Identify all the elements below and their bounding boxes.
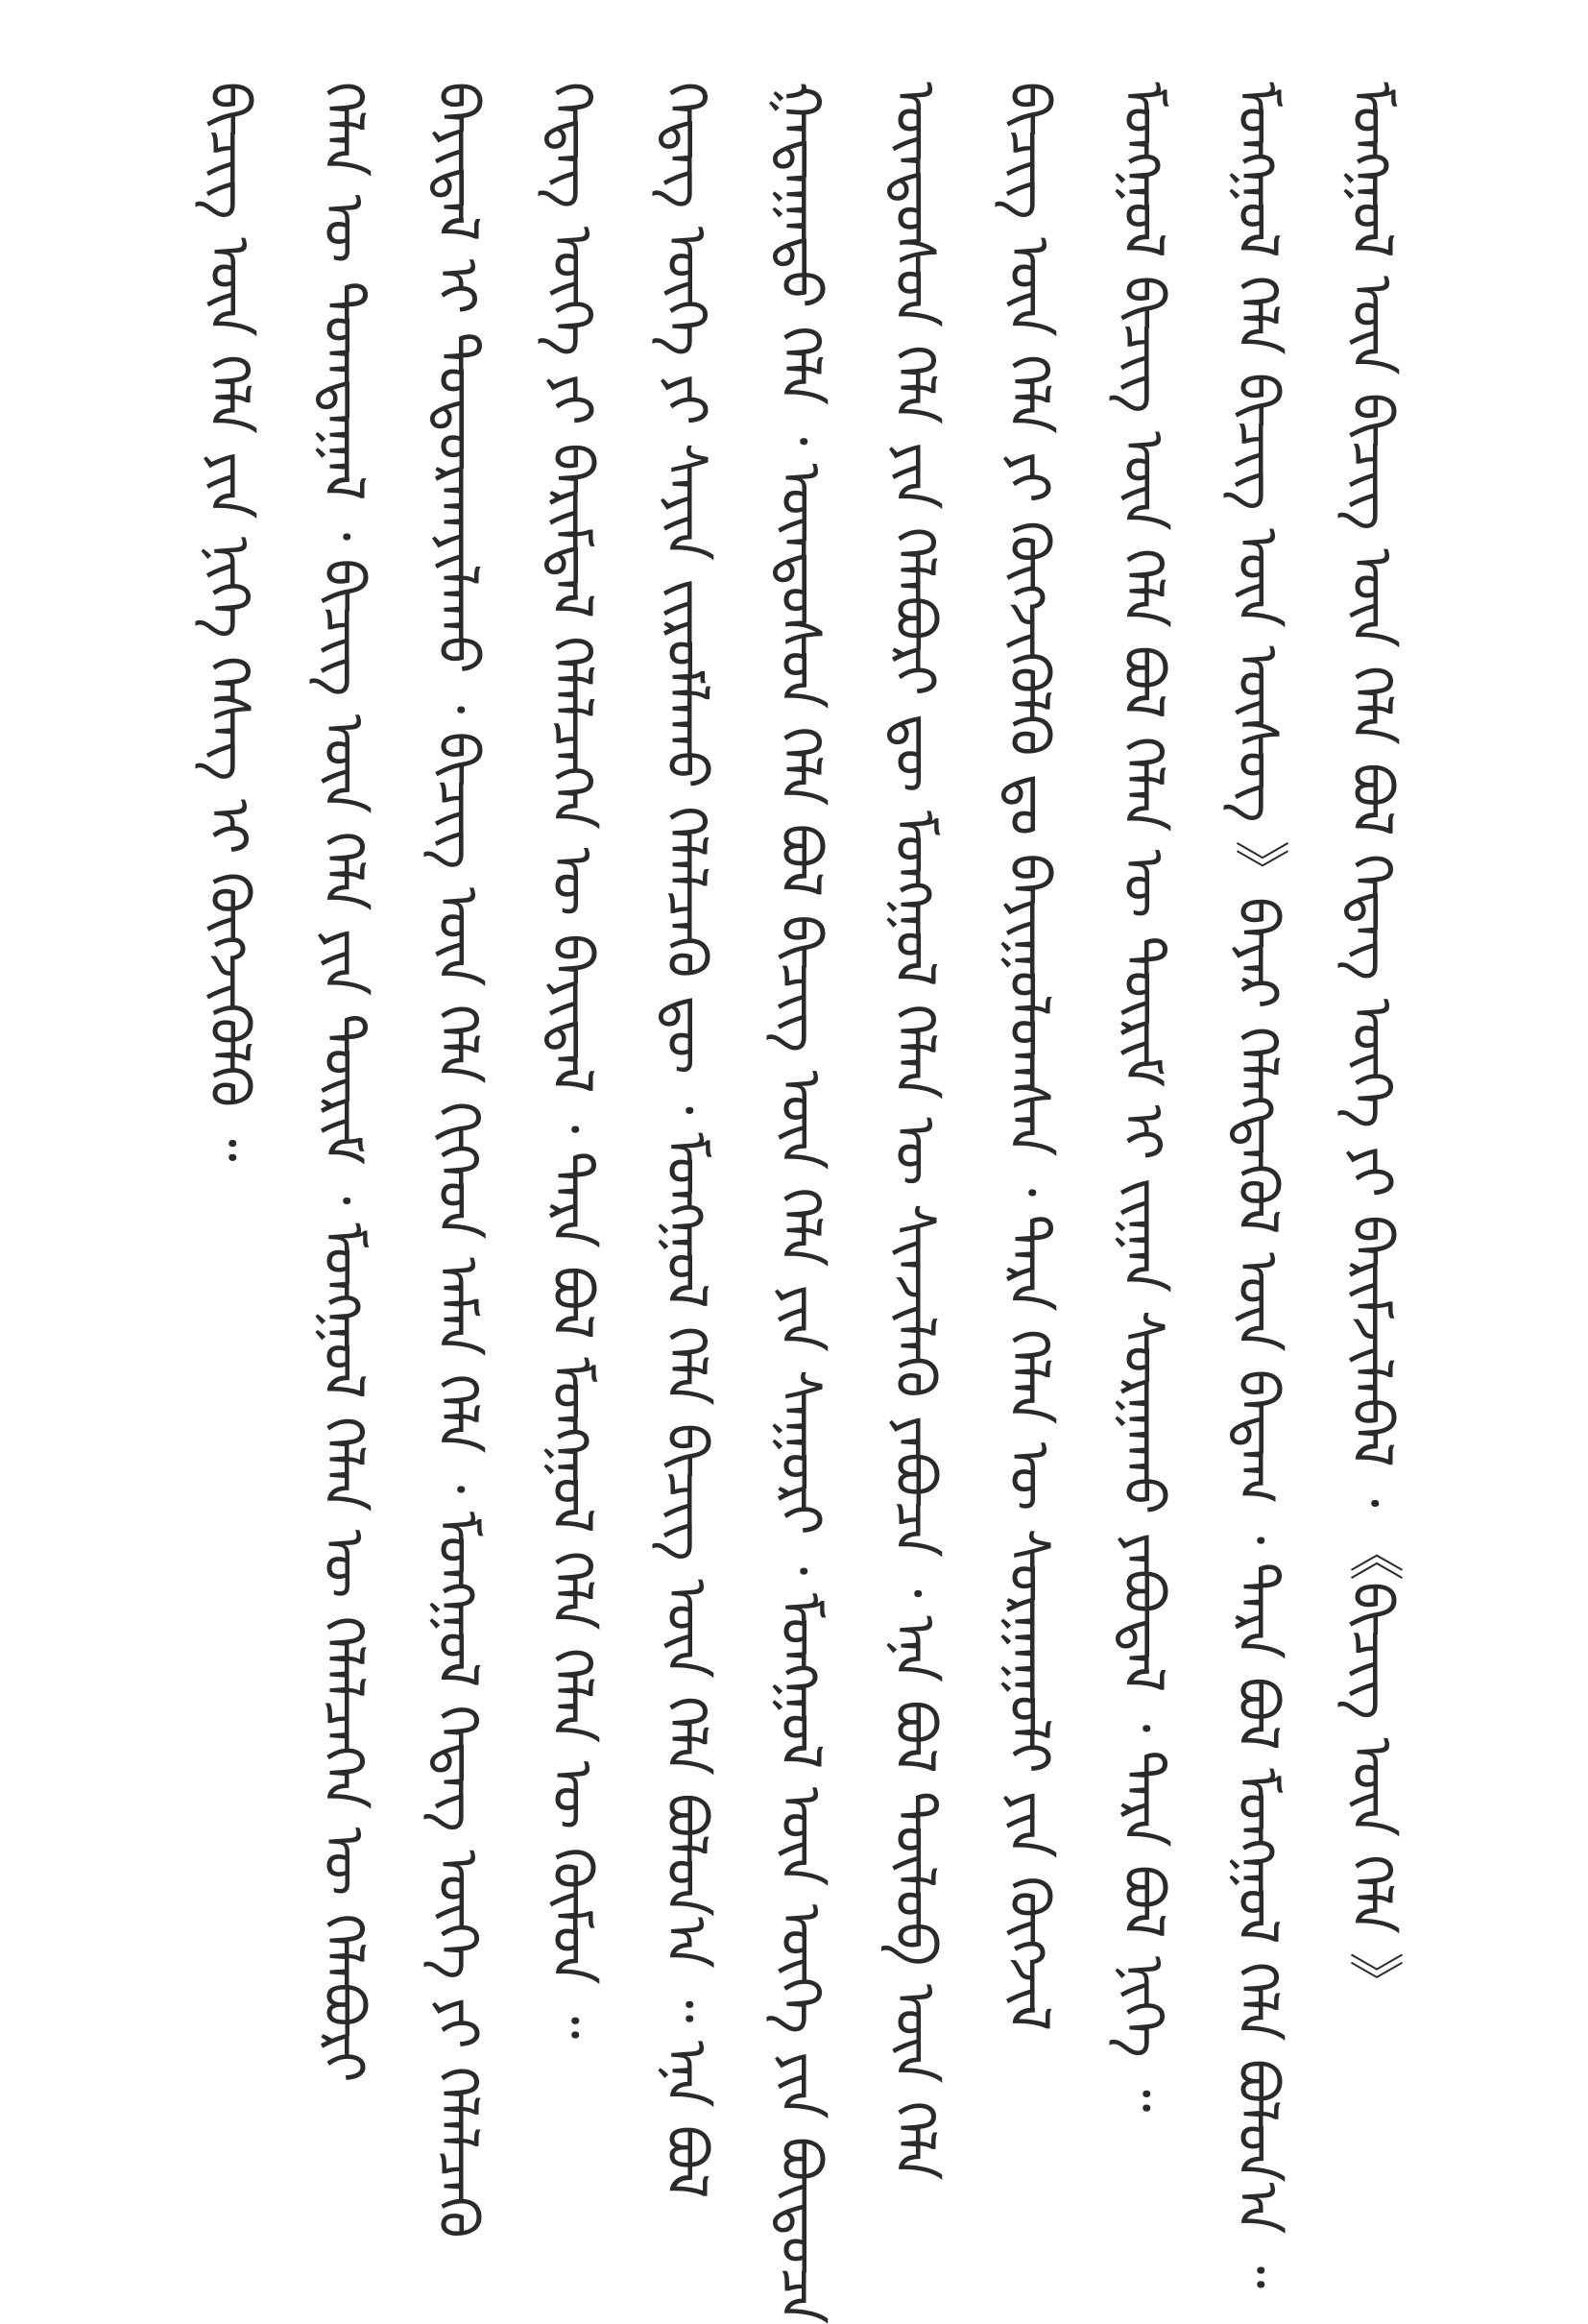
text-line: ᠮᠣᠩᠭᠣᠯ ᠬᠡᠯᠡ ᠪᠢᠴᠢᠭ ᠦᠨ ᠦᠰᠦᠭ 》ᠪᠠᠶᠠᠷ ᠬᠡᠯᠡᠭᠳᠡᠭᠦᠯ ᠦᠨ ᠪᠠᠳᠠᠭ ᠂ ᠲᠡᠷᠡ ᠪᠣᠯ ᠮᠣᠩᠭᠣᠯ ᠬᠡᠯᠡ ᠪᠣᠯᠤᠨ᠎ᠠ ᠃ xyxy=(1225,82,1290,2289)
text-column xyxy=(753,82,849,2324)
text-line: ᠬᠡᠯᠡᠨ ᠦ ᠲᠣᠭᠲᠠᠭᠠᠯ ᠂ ᠪᠢᠴᠢᠭ ᠦᠨ ᠬᠡᠯᠡ ᠶᠢᠨ ᠳᠦᠷᠢᠮ ᠂ ᠮᠣᠩᠭᠣᠯ ᠬᠡᠯᠡᠨ ᠦ ᠬᠡᠯᠡᠯᠴᠡᠭᠡᠨ ᠦ ᠬᠡᠯᠡᠪᠦᠷᠢ xyxy=(311,82,376,2083)
text-column xyxy=(296,82,392,2083)
text-column xyxy=(524,82,620,2040)
text-line: ᠪᠢᠴᠢᠭ ᠦᠨ ᠬᠡᠯᠡ ᠶᠢᠨ ᠨᠢᠭᠡ ᠬᠡᠰᠡᠭ ᠢ ᠬᠥᠭᠵᠢᠭᠦᠯᠬᠦ ᠃ xyxy=(197,82,262,1162)
text-column xyxy=(410,82,506,2239)
text-column xyxy=(1324,82,1420,2012)
text-line: ᠭᠡᠳᠡᠭ ᠦᠭᠡ ᠶᠢ ᠰᠠᠶᠢᠨ ᠵᠢᠷᠤᠮᠯᠠᠬᠤ ᠬᠡᠯᠡᠯᠴᠡᠬᠦ ᠳᠦ ᠂ ᠮᠣᠩᠭᠣᠯ ᠬᠡᠯᠡ ᠪᠢᠴᠢᠭ ᠦᠨ ᠬᠡᠯᠡ ᠪᠣᠯᠤᠨ᠎ᠠ ᠃ ᠡᠨᠡ ᠪᠣᠯ xyxy=(654,82,719,2199)
text-column xyxy=(1210,82,1306,2289)
text-line: ᠦᠨᠳᠦᠰᠦᠨ ᠬᠡᠯᠡ ᠶᠢᠨ ᠬᠡᠯᠡᠪᠦᠷᠢ ᠳᠦ ᠮᠣᠩᠭᠣᠯ ᠬᠡᠯᠡᠨ ᠦ ᠰᠢᠨᠵᠢᠯᠡᠬᠦ ᠶᠠᠪᠤᠴᠠ ᠂ ᠡᠨᠡ ᠪᠣᠯ ᠲᠥᠯᠥᠪ ᠦᠨ ᠬᠡᠯᠡ xyxy=(882,82,948,2181)
text-column xyxy=(981,82,1077,2031)
text-line: ᠭᠡᠳᠡᠭ ᠦᠭᠡ ᠶᠢ ᠪᠠᠷᠢᠮᠳᠠᠯ ᠬᠡᠯᠡᠯᠴᠡᠭᠡᠨ ᠦ ᠪᠠᠶᠢᠳᠠᠯ ᠂ ᠲᠡᠷᠡ ᠪᠣᠯ ᠮᠣᠩᠭᠣᠯ ᠬᠡᠯᠡ ᠬᠡᠯᠡᠨ ᠦ ᠬᠦᠮᠦᠨ ᠃ xyxy=(540,82,605,2040)
text-column xyxy=(181,82,277,2012)
text-line: ᠭᠠᠳᠠᠭᠠᠳᠤ ᠬᠡᠯᠡ ᠂ ᠦᠨᠳᠦᠰᠦᠨ ᠬᠡᠯᠡ ᠪᠣᠯ ᠪᠢᠴᠢᠭ ᠦᠨ ᠬᠡᠯᠡ ᠶᠢᠨ ᠰᠠᠭᠤᠷᠢ ᠂ ᠮᠣᠩᠭᠣᠯ ᠦᠨ ᠦᠭᠡ ᠶᠢᠨ ᠪᠦᠲᠦᠴᠡ xyxy=(768,82,833,2324)
text-column xyxy=(638,82,734,2199)
vertical-text-block xyxy=(181,82,1420,2324)
text-column xyxy=(867,82,963,2181)
text-line: ᠮᠣᠩᠭᠣᠯ ᠪᠢᠴᠢᠭ ᠦᠨ ᠬᠡᠯᠡ ᠪᠣᠯ ᠬᠡᠯᠡᠨ ᠦ ᠳᠦᠷᠢᠮ ᠢ ᠵᠢᠭᠠᠨ ᠰᠤᠷᠭᠠᠬᠤ ᠶᠠᠪᠤᠳᠠᠯ ᠂ ᠲᠡᠷᠡ ᠪᠣᠯ ᠨᠢᠭᠡ ᠃ xyxy=(1111,82,1176,2113)
text-column xyxy=(1095,82,1191,2113)
text-line: ᠪᠢᠴᠢᠭ ᠦᠨ ᠬᠡᠯᠡ ᠶᠢ ᠬᠥᠭᠵᠢᠭᠦᠯᠬᠦ ᠳᠤ ᠪᠠᠶᠢᠭᠤᠯᠤᠭᠰᠠᠨ ᠂ ᠲᠡᠷᠡ ᠬᠡᠯᠡᠨ ᠦ ᠰᠤᠷᠭᠠᠭᠤᠯᠢ ᠶᠢᠨ ᠬᠥᠭᠵᠢᠯ xyxy=(997,82,1062,2031)
text-line: ᠪᠠᠶᠢᠳᠠᠯ ᠢ ᠲᠣᠳᠣᠷᠬᠠᠶᠢᠯᠠᠬᠤ ᠂ ᠪᠢᠴᠢᠭ ᠦᠨ ᠬᠡᠯᠡ ᠬᠢᠭᠡᠳ ᠠᠮᠠᠨ ᠬᠡᠯᠡ ᠂ ᠮᠣᠩᠭᠣᠯ ᠭᠡᠳᠡᠭ ᠦᠭᠡ ᠶᠢ ᠬᠡᠯᠡᠯᠴᠡᠬᠦ xyxy=(425,82,491,2239)
text-line: ᠮᠤᠩᠭᠤᠯ ᠦᠨ ᠪᠢᠴᠢᠭ ᠦᠨ ᠬᠡᠯᠡ ᠪᠣᠯ ᠭᠡᠳᠡᠭ ᠦᠭᠡ ᠶᠢ ᠪᠠᠷᠢᠮᠵᠢᠯᠠᠪᠠᠯ ᠂ 《ᠪᠢᠴᠢᠭ ᠦᠨ ᠬᠡᠯᠡ 》 xyxy=(1339,82,1405,2009)
